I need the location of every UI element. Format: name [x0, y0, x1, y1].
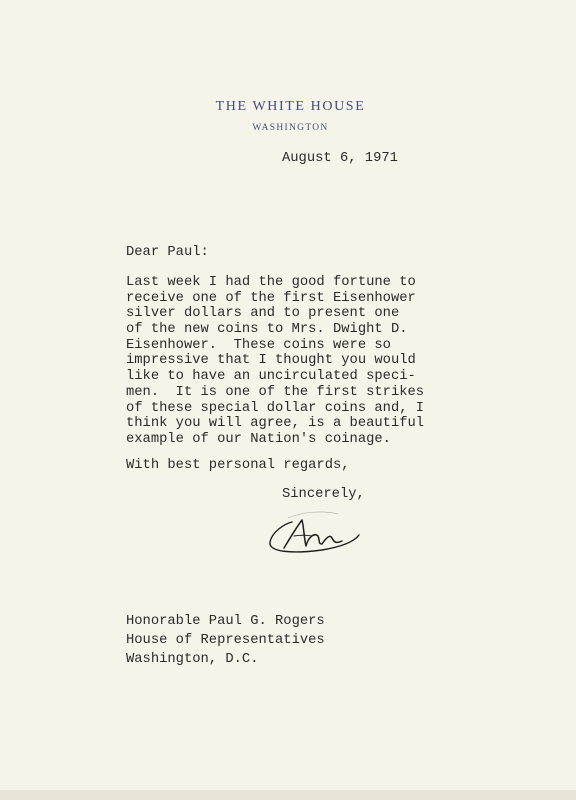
salutation: Dear Paul:: [126, 245, 209, 260]
body-line: receive one of the first Eisenhower: [126, 290, 416, 306]
body-line: Last week I had the good fortune to: [126, 275, 416, 290]
body-line: like to have an uncirculated speci-: [126, 369, 416, 385]
body-line: of the new coins to Mrs. Dwight D.: [126, 322, 408, 338]
body-line: of these special dollar coins and, I: [126, 400, 425, 416]
body-line: men. It is one of the first strikes: [126, 384, 425, 400]
body-line: impressive that I thought you would: [126, 353, 416, 369]
address-line: Honorable Paul G. Rogers: [126, 614, 325, 629]
handwritten-signature: [262, 508, 362, 560]
closing-line: With best personal regards,: [126, 458, 350, 473]
body-line: think you will agree, is a beautiful: [126, 416, 425, 432]
letterhead-title: THE WHITE HOUSE: [215, 99, 366, 114]
letter-body: [126, 275, 424, 448]
address-line: House of Representatives: [126, 633, 325, 648]
letterhead-city: WASHINGTON: [252, 123, 329, 133]
address-line: Washington, D.C.: [126, 652, 259, 667]
paper-bottom-edge: [0, 790, 576, 800]
recipient-address: [126, 612, 325, 669]
body-line: silver dollars and to present one: [126, 306, 400, 322]
body-line: example of our Nation's coinage.: [126, 431, 391, 447]
letter-date: August 6, 1971: [282, 151, 398, 166]
sign-off: Sincerely,: [282, 487, 365, 502]
body-line: Eisenhower. These coins were so: [126, 337, 391, 353]
